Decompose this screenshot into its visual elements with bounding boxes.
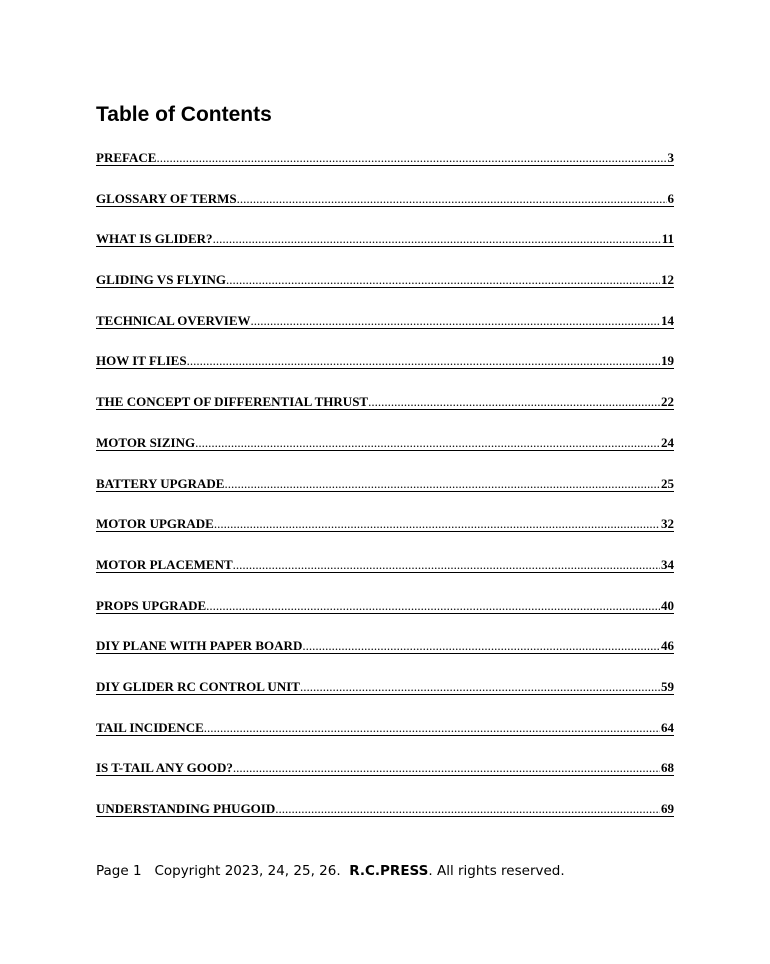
- toc-entry-row: [96, 150, 674, 166]
- toc-entry-page-number: 64: [661, 719, 674, 735]
- toc-entry: [96, 231, 674, 272]
- toc-entry-page-number: 46: [661, 638, 674, 654]
- toc-entry-page-number: 34: [661, 556, 674, 572]
- toc-entry: [96, 313, 674, 354]
- toc-entry-row: [96, 598, 674, 614]
- toc-entry-label: THE CONCEPT OF DIFFERENTIAL THRUST: [96, 394, 369, 410]
- toc-entry-page-number: 11: [661, 231, 674, 247]
- footer-page-number: Page 1: [96, 863, 142, 879]
- toc-entry-link[interactable]: [96, 679, 674, 720]
- page-footer: [96, 862, 565, 880]
- toc-entry: [96, 801, 674, 842]
- toc-dot-leader: [224, 476, 660, 491]
- toc-entry-label: PREFACE: [96, 150, 157, 165]
- toc-entry-link[interactable]: [96, 638, 674, 679]
- toc-entry-label: DIY PLANE WITH PAPER BOARD: [96, 638, 303, 654]
- toc-entry-page-number: 12: [661, 272, 674, 288]
- toc-entry-row: [96, 720, 674, 736]
- toc-entry-page-number: 3: [667, 150, 674, 165]
- toc-entry-link[interactable]: [96, 231, 674, 272]
- toc-entry-row: [96, 272, 674, 288]
- toc-entry-row: [96, 516, 674, 532]
- toc-entry-link[interactable]: [96, 394, 674, 435]
- toc-entry-label: HOW IT FLIES: [96, 353, 187, 369]
- toc-entry-row: [96, 679, 674, 695]
- toc-dot-leader: [368, 394, 660, 409]
- toc-entry-row: [96, 638, 674, 654]
- toc-entry-link[interactable]: [96, 720, 674, 761]
- toc-entry-link[interactable]: [96, 353, 674, 394]
- toc-entry-link[interactable]: [96, 598, 674, 639]
- toc-entry-page-number: 24: [661, 434, 674, 450]
- toc-entry: [96, 272, 674, 313]
- toc-entry-row: [96, 801, 674, 817]
- toc-entry-label: GLIDING VS FLYING: [96, 272, 227, 288]
- toc-entry-page-number: 25: [661, 475, 674, 491]
- toc-entry: [96, 150, 674, 191]
- toc-entry-label: MOTOR UPGRADE: [96, 516, 214, 532]
- toc-entry-label: DIY GLIDER RC CONTROL UNIT: [96, 678, 300, 694]
- toc-entry-link[interactable]: [96, 191, 674, 232]
- toc-list: [96, 150, 674, 842]
- toc-entry-label: UNDERSTANDING PHUGOID: [96, 801, 276, 816]
- toc-dot-leader: [156, 150, 666, 165]
- toc-entry-row: [96, 191, 674, 207]
- toc-entry-link[interactable]: [96, 476, 674, 517]
- toc-entry: [96, 760, 674, 801]
- toc-entry: [96, 598, 674, 639]
- toc-dot-leader: [187, 353, 660, 368]
- toc-entry-label: MOTOR PLACEMENT: [96, 556, 233, 572]
- toc-entry-page-number: 6: [667, 190, 674, 206]
- toc-entry-row: [96, 476, 674, 492]
- toc-entry: [96, 638, 674, 679]
- toc-entry-row: [96, 353, 674, 369]
- toc-entry-page-number: 32: [661, 516, 674, 532]
- toc-entry-label: WHAT IS GLIDER?: [96, 231, 213, 247]
- toc-dot-leader: [237, 191, 667, 206]
- toc-dot-leader: [204, 720, 660, 735]
- toc-entry: [96, 679, 674, 720]
- toc-entry-link[interactable]: [96, 516, 674, 557]
- toc-dot-leader: [226, 272, 660, 287]
- toc-dot-leader: [213, 231, 661, 246]
- toc-entry-label: TECHNICAL OVERVIEW: [96, 312, 251, 328]
- toc-dot-leader: [233, 760, 660, 775]
- toc-entry-label: BATTERY UPGRADE: [96, 475, 225, 491]
- toc-dot-leader: [275, 801, 660, 816]
- toc-entry-page-number: 68: [661, 760, 674, 776]
- toc-dot-leader: [302, 638, 660, 653]
- toc-entry-link[interactable]: [96, 801, 674, 842]
- toc-entry-link[interactable]: [96, 272, 674, 313]
- toc-dot-leader: [233, 557, 660, 572]
- footer-copyright: Copyright 2023, 24, 25, 26.: [154, 863, 341, 879]
- toc-entry-page-number: 14: [661, 312, 674, 328]
- toc-entry-label: PROPS UPGRADE: [96, 597, 207, 613]
- toc-entry-page-number: 69: [661, 801, 674, 816]
- toc-entry-label: TAIL INCIDENCE: [96, 719, 204, 735]
- toc-entry: [96, 476, 674, 517]
- toc-entry-link[interactable]: [96, 150, 674, 191]
- toc-entry-link[interactable]: [96, 760, 674, 801]
- footer-publisher: R.C.PRESS: [349, 863, 429, 879]
- toc-entry-row: [96, 231, 674, 247]
- toc-entry-row: [96, 557, 674, 573]
- page-title: Table of Contents: [96, 103, 272, 126]
- toc-entry-link[interactable]: [96, 435, 674, 476]
- toc-entry-page-number: 40: [661, 597, 674, 613]
- toc-entry-page-number: 59: [661, 678, 674, 694]
- toc-entry: [96, 353, 674, 394]
- toc-entry-label: IS T-TAIL ANY GOOD?: [96, 760, 233, 776]
- toc-dot-leader: [300, 679, 660, 694]
- toc-entry-link[interactable]: [96, 313, 674, 354]
- toc-entry-row: [96, 760, 674, 776]
- toc-entry-link[interactable]: [96, 557, 674, 598]
- toc-dot-leader: [251, 313, 661, 328]
- toc-entry: [96, 435, 674, 476]
- toc-entry-row: [96, 435, 674, 451]
- footer-rights: . All rights reserved.: [428, 863, 565, 879]
- toc-entry-page-number: 22: [661, 394, 674, 410]
- toc-entry: [96, 191, 674, 232]
- toc-entry-label: MOTOR SIZING: [96, 434, 196, 450]
- toc-entry: [96, 516, 674, 557]
- toc-dot-leader: [195, 435, 660, 450]
- toc-entry-label: GLOSSARY OF TERMS: [96, 190, 237, 206]
- toc-entry-row: [96, 313, 674, 329]
- toc-entry-page-number: 19: [661, 353, 674, 369]
- toc-entry: [96, 720, 674, 761]
- toc-dot-leader: [214, 516, 660, 531]
- toc-entry: [96, 557, 674, 598]
- toc-entry: [96, 394, 674, 435]
- toc-dot-leader: [206, 598, 660, 613]
- toc-entry-row: [96, 394, 674, 410]
